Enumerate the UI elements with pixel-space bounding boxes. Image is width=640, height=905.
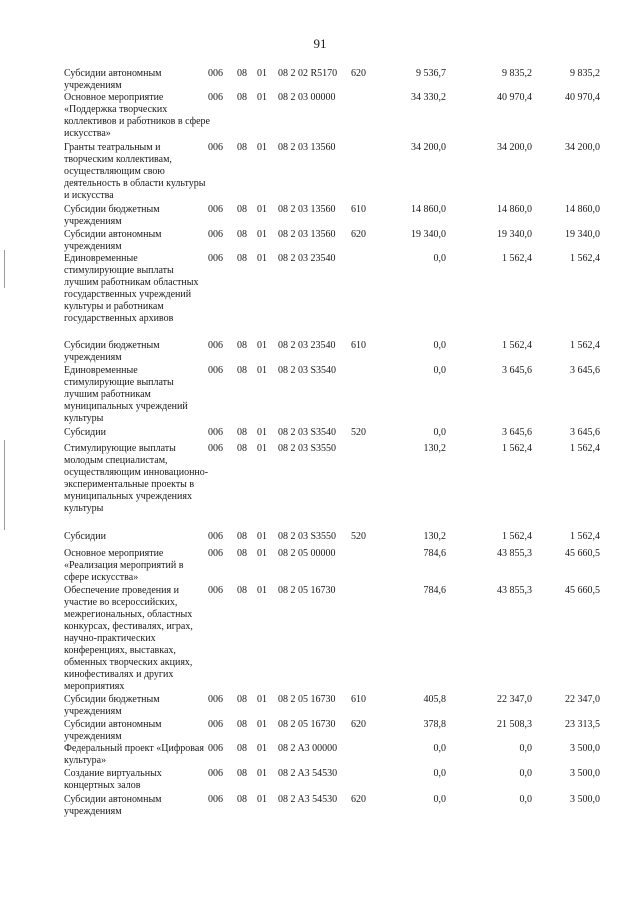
row-y2: 43 855,3 [497, 585, 532, 596]
row-name: Субсидии автономным учреждениям [64, 68, 162, 91]
row-ved: 006 [208, 443, 223, 454]
row-vr: 520 [351, 531, 366, 542]
row-y3: 9 835,2 [570, 68, 600, 79]
row-vr: 520 [351, 427, 366, 438]
row-pr: 01 [257, 794, 267, 805]
row-y3: 1 562,4 [570, 253, 600, 264]
row-y2: 0,0 [519, 794, 532, 805]
row-pr: 01 [257, 548, 267, 559]
row-cs: 08 2 03 13560 [278, 229, 336, 240]
row-y3: 34 200,0 [565, 142, 600, 153]
row-y1: 19 340,0 [411, 229, 446, 240]
row-name: Субсидии автономным учреждениям [64, 719, 162, 742]
row-ved: 006 [208, 427, 223, 438]
row-pr: 01 [257, 694, 267, 705]
row-y1: 0,0 [433, 743, 446, 754]
row-y2: 1 562,4 [502, 340, 532, 351]
row-rz: 08 [237, 585, 247, 596]
row-y3: 45 660,5 [565, 548, 600, 559]
row-rz: 08 [237, 443, 247, 454]
row-pr: 01 [257, 768, 267, 779]
row-y1: 0,0 [433, 427, 446, 438]
row-name: Субсидии бюджетным учреждениям [64, 340, 160, 363]
row-y3: 3 645,6 [570, 427, 600, 438]
row-pr: 01 [257, 365, 267, 376]
row-cs: 08 2 A3 54530 [278, 768, 338, 779]
row-name: Стимулирующие выплаты молодым специалистам, осуществляющим инновационно-экспериментальные проекты в муниципальных учреждениях культуры [64, 443, 209, 514]
row-y1: 378,8 [423, 719, 446, 730]
row-ved: 006 [208, 548, 223, 559]
row-y1: 0,0 [433, 253, 446, 264]
row-pr: 01 [257, 340, 267, 351]
row-name: Субсидии бюджетным учреждениям [64, 694, 160, 717]
row-y2: 1 562,4 [502, 443, 532, 454]
row-y2: 19 340,0 [497, 229, 532, 240]
row-y2: 0,0 [519, 768, 532, 779]
row-y3: 3 500,0 [570, 768, 600, 779]
row-y2: 0,0 [519, 743, 532, 754]
row-y3: 22 347,0 [565, 694, 600, 705]
row-pr: 01 [257, 585, 267, 596]
row-cs: 08 2 03 00000 [278, 92, 336, 103]
row-ved: 006 [208, 768, 223, 779]
row-vr: 620 [351, 68, 366, 79]
row-y2: 1 562,4 [502, 253, 532, 264]
row-y2: 1 562,4 [502, 531, 532, 542]
row-rz: 08 [237, 531, 247, 542]
row-name: Субсидии [64, 531, 106, 542]
row-vr: 620 [351, 719, 366, 730]
row-y3: 3 500,0 [570, 794, 600, 805]
row-name: Основное мероприятие «Реализация мероприятий в сфере искусства» [64, 548, 184, 583]
row-y3: 19 340,0 [565, 229, 600, 240]
row-pr: 01 [257, 68, 267, 79]
row-ved: 006 [208, 694, 223, 705]
row-name: Федеральный проект «Цифровая культура» [64, 743, 204, 766]
row-pr: 01 [257, 253, 267, 264]
row-y1: 0,0 [433, 340, 446, 351]
row-y3: 3 645,6 [570, 365, 600, 376]
row-y1: 9 536,7 [416, 68, 446, 79]
row-rz: 08 [237, 768, 247, 779]
row-ved: 006 [208, 229, 223, 240]
row-cs: 08 2 05 16730 [278, 694, 336, 705]
row-pr: 01 [257, 743, 267, 754]
row-name: Субсидии автономным учреждениям [64, 229, 162, 252]
row-name: Субсидии автономным учреждениям [64, 794, 162, 817]
row-rz: 08 [237, 204, 247, 215]
row-ved: 006 [208, 68, 223, 79]
row-y2: 3 645,6 [502, 427, 532, 438]
row-name: Основное мероприятие «Поддержка творческих коллективов и работников в сфере искусства» [64, 92, 210, 139]
row-rz: 08 [237, 253, 247, 264]
row-pr: 01 [257, 443, 267, 454]
row-y3: 45 660,5 [565, 585, 600, 596]
row-rz: 08 [237, 794, 247, 805]
row-y1: 405,8 [423, 694, 446, 705]
row-y3: 14 860,0 [565, 204, 600, 215]
row-pr: 01 [257, 92, 267, 103]
row-y1: 0,0 [433, 365, 446, 376]
row-ved: 006 [208, 365, 223, 376]
row-rz: 08 [237, 68, 247, 79]
row-y1: 130,2 [423, 531, 446, 542]
row-y1: 0,0 [433, 794, 446, 805]
row-name: Обеспечение проведения и участие во всероссийских, межрегиональных, областных конкурсах, фестивалях, играх, научно-практических конференциях, выставках, обменных творческих акциях, кинофестивалях и других мероприятиях [64, 585, 193, 692]
row-y1: 130,2 [423, 443, 446, 454]
row-cs: 08 2 03 S3550 [278, 443, 337, 454]
row-cs: 08 2 05 16730 [278, 585, 336, 596]
row-pr: 01 [257, 531, 267, 542]
row-ved: 006 [208, 531, 223, 542]
row-pr: 01 [257, 142, 267, 153]
row-cs: 08 2 03 23540 [278, 340, 336, 351]
row-ved: 006 [208, 719, 223, 730]
row-ved: 006 [208, 743, 223, 754]
row-pr: 01 [257, 229, 267, 240]
row-rz: 08 [237, 548, 247, 559]
row-y3: 23 313,5 [565, 719, 600, 730]
row-pr: 01 [257, 427, 267, 438]
row-y3: 3 500,0 [570, 743, 600, 754]
row-cs: 08 2 05 16730 [278, 719, 336, 730]
row-cs: 08 2 03 13560 [278, 142, 336, 153]
row-vr: 610 [351, 340, 366, 351]
page-number: 91 [313, 36, 327, 51]
row-y2: 3 645,6 [502, 365, 532, 376]
row-y3: 1 562,4 [570, 531, 600, 542]
row-ved: 006 [208, 585, 223, 596]
row-vr: 610 [351, 694, 366, 705]
row-vr: 610 [351, 204, 366, 215]
row-cs: 08 2 02 R5170 [278, 68, 338, 79]
row-cs: 08 2 03 S3550 [278, 531, 337, 542]
row-cs: 08 2 03 S3540 [278, 365, 337, 376]
row-ved: 006 [208, 142, 223, 153]
row-y2: 21 508,3 [497, 719, 532, 730]
row-pr: 01 [257, 204, 267, 215]
row-y2: 34 200,0 [497, 142, 532, 153]
row-rz: 08 [237, 365, 247, 376]
row-rz: 08 [237, 92, 247, 103]
row-cs: 08 2 A3 00000 [278, 743, 338, 754]
row-vr: 620 [351, 794, 366, 805]
row-name: Единовременные стимулирующие выплаты лучшим работникам областных государственных учреждений культуры и работникам государственных архивов [64, 253, 199, 324]
row-y1: 784,6 [423, 585, 446, 596]
row-y2: 22 347,0 [497, 694, 532, 705]
row-cs: 08 2 A3 54530 [278, 794, 338, 805]
row-vr: 620 [351, 229, 366, 240]
row-rz: 08 [237, 719, 247, 730]
row-ved: 006 [208, 92, 223, 103]
row-y3: 40 970,4 [565, 92, 600, 103]
row-cs: 08 2 03 S3540 [278, 427, 337, 438]
row-y1: 34 200,0 [411, 142, 446, 153]
row-y1: 34 330,2 [411, 92, 446, 103]
row-rz: 08 [237, 340, 247, 351]
row-y1: 14 860,0 [411, 204, 446, 215]
row-y3: 1 562,4 [570, 443, 600, 454]
row-y1: 784,6 [423, 548, 446, 559]
row-y2: 43 855,3 [497, 548, 532, 559]
row-pr: 01 [257, 719, 267, 730]
row-y2: 14 860,0 [497, 204, 532, 215]
row-rz: 08 [237, 229, 247, 240]
row-y1: 0,0 [433, 768, 446, 779]
row-name: Субсидии [64, 427, 106, 438]
row-name: Создание виртуальных концертных залов [64, 768, 162, 791]
row-cs: 08 2 03 23540 [278, 253, 336, 264]
row-cs: 08 2 03 13560 [278, 204, 336, 215]
row-cs: 08 2 05 00000 [278, 548, 336, 559]
row-y2: 9 835,2 [502, 68, 532, 79]
row-ved: 006 [208, 204, 223, 215]
row-name: Гранты театральным и творческим коллективам, осуществляющим свою деятельность в области культуры и искусства [64, 142, 206, 201]
row-ved: 006 [208, 794, 223, 805]
row-rz: 08 [237, 142, 247, 153]
row-y3: 1 562,4 [570, 340, 600, 351]
row-rz: 08 [237, 427, 247, 438]
row-rz: 08 [237, 694, 247, 705]
row-name: Субсидии бюджетным учреждениям [64, 204, 160, 227]
row-y2: 40 970,4 [497, 92, 532, 103]
row-name: Единовременные стимулирующие выплаты лучшим работникам муниципальных учреждений культуры [64, 365, 188, 424]
row-rz: 08 [237, 743, 247, 754]
row-ved: 006 [208, 340, 223, 351]
row-ved: 006 [208, 253, 223, 264]
